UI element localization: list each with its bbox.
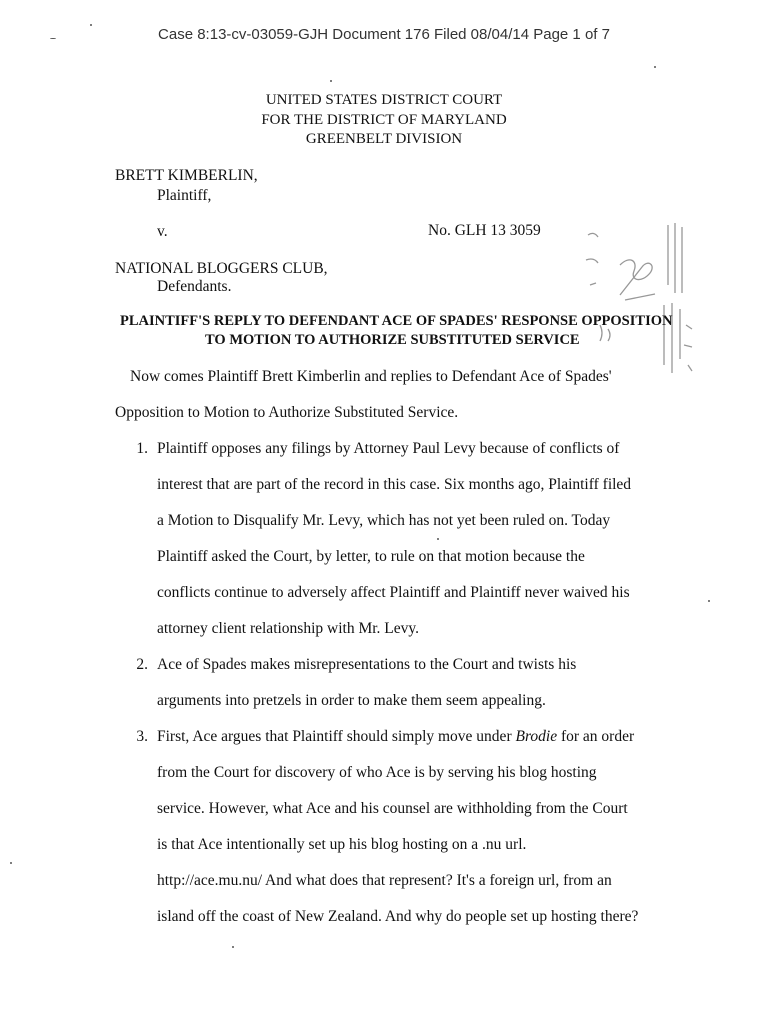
paragraph-line: interest that are part of the record in this case. Six months ago, Plaintiff filed: [157, 476, 632, 493]
paragraph-line: arguments into pretzels in order to make them seem appealing.: [157, 692, 546, 709]
intro-line1: Now comes Plaintiff Brett Kimberlin and replies to Defendant Ace of Spades': [130, 368, 612, 385]
paragraph-line: http://ace.mu.nu/ And what does that represent? It's a foreign url, from an: [157, 872, 612, 889]
case-header: Case 8:13-cv-03059-GJH Document 176 Filed 08/04/14 Page 1 of 7: [158, 26, 610, 43]
filed-stamp-image: [580, 205, 700, 395]
scan-speck: [50, 38, 56, 39]
paragraph-line: island off the coast of New Zealand. And why do people set up hosting there?: [157, 908, 639, 925]
paragraph-line-with-italic: [157, 728, 634, 746]
case-citation: Brodie: [515, 728, 558, 745]
intro-line2: Opposition to Motion to Authorize Substituted Service.: [115, 404, 459, 421]
scan-speck: [10, 862, 12, 864]
scan-speck: [654, 66, 656, 68]
scan-speck: [90, 24, 92, 26]
defendant-role: Defendants.: [157, 278, 232, 295]
paragraph-line: conflicts continue to adversely affect Plaintiff and Plaintiff never waived his: [157, 584, 630, 601]
paragraph-line: Ace of Spades makes misrepresentations to the Court and twists his: [157, 656, 577, 673]
scan-speck: [708, 600, 710, 602]
plaintiff-role: Plaintiff,: [157, 187, 212, 204]
versus-label: v.: [157, 223, 168, 240]
case-number: No. GLH 13 3059: [428, 222, 541, 239]
court-division: GREENBELT DIVISION: [305, 131, 463, 147]
document-title-line1: PLAINTIFF'S REPLY TO DEFENDANT ACE OF SPADES' RESPONSE OPPOSITION: [120, 313, 673, 329]
paragraph-line: Plaintiff opposes any filings by Attorney Paul Levy because of conflicts of: [157, 440, 620, 457]
paragraph-line: from the Court for discovery of who Ace is by serving his blog hosting: [157, 764, 597, 781]
paragraph-number: 3.: [136, 728, 148, 745]
paragraph-text: First, Ace argues that Plaintiff should simply move under: [157, 728, 516, 745]
paragraph-line: service. However, what Ace and his counsel are withholding from the Court: [157, 800, 628, 817]
paragraph-line: attorney client relationship with Mr. Levy.: [157, 620, 420, 637]
scan-speck: [330, 80, 332, 82]
paragraph-number: 2.: [136, 656, 148, 673]
scan-speck: [437, 538, 439, 540]
scan-speck: [232, 946, 234, 948]
document-title-line2: TO MOTION TO AUTHORIZE SUBSTITUTED SERVICE: [205, 332, 580, 348]
paragraph-text: for an order: [557, 728, 635, 745]
defendant-name: NATIONAL BLOGGERS CLUB,: [115, 260, 328, 277]
paragraph-number: 1.: [136, 440, 148, 457]
court-district: FOR THE DISTRICT OF MARYLAND: [261, 112, 507, 128]
paragraph-line: a Motion to Disqualify Mr. Levy, which has not yet been ruled on. Today: [157, 512, 611, 529]
paragraph-line: is that Ace intentionally set up his blog hosting on a .nu url.: [157, 836, 527, 853]
paragraph-line: Plaintiff asked the Court, by letter, to rule on that motion because the: [157, 548, 585, 565]
court-name: UNITED STATES DISTRICT COURT: [265, 92, 503, 108]
plaintiff-name: BRETT KIMBERLIN,: [115, 167, 258, 184]
